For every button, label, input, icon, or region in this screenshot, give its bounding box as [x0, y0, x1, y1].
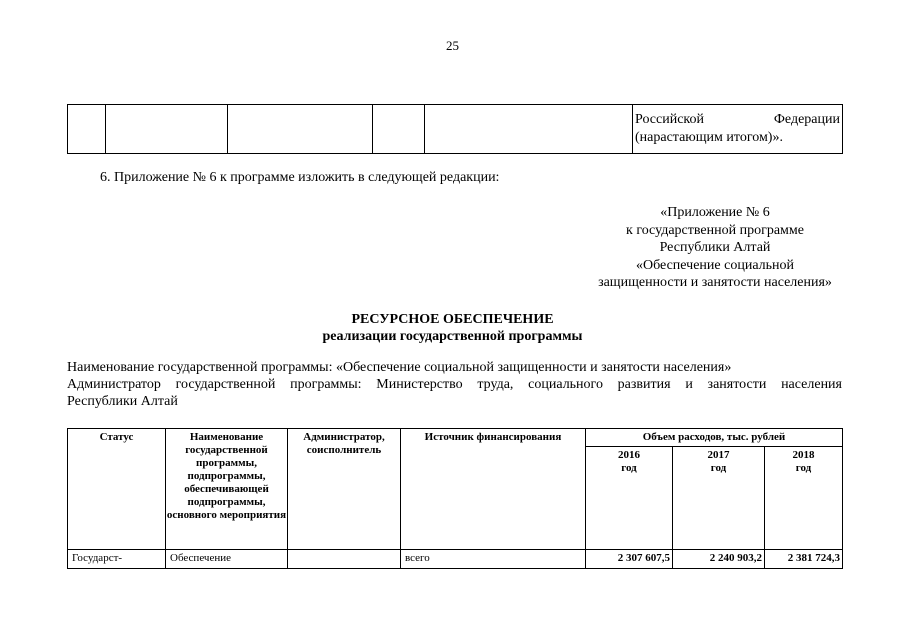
fed-word-2: Федерации — [773, 112, 840, 127]
continuation-cell — [68, 105, 106, 154]
row-name: Обеспечение — [166, 550, 288, 569]
continuation-text-cell — [633, 105, 843, 154]
row-value-2017: 2 240 903,2 — [673, 550, 765, 569]
year-unit: год — [621, 462, 637, 474]
year-unit: год — [795, 462, 812, 474]
amendment-paragraph: 6. Приложение № 6 к программе изложить в следующей редакции: — [100, 170, 500, 185]
fed-word-1: Российской — [635, 112, 704, 127]
year-label: 2016 — [618, 449, 640, 461]
administrator-line-2: Республики Алтай — [67, 394, 178, 409]
appendix-line: Республики Алтай — [659, 240, 771, 255]
continuation-cell — [228, 105, 373, 154]
section-heading — [0, 311, 905, 345]
header-volume: Объем расходов, тыс. рублей — [586, 429, 843, 447]
appendix-block — [560, 204, 870, 292]
year-header — [673, 447, 765, 550]
appendix-line: «Обеспечение социальной — [635, 257, 795, 273]
year-unit: год — [710, 462, 727, 474]
row-value-2018: 2 381 724,3 — [765, 550, 843, 569]
appendix-line: «Приложение № 6 — [660, 205, 770, 220]
program-name: Наименование государственной программы: «Обеспечение социальной защищенности и занятости населения» — [67, 360, 732, 375]
heading-subtitle: реализации государственной программы — [322, 329, 583, 344]
appendix-line: к государственной программе — [626, 222, 804, 238]
heading-title: РЕСУРСНОЕ ОБЕСПЕЧЕНИЕ — [351, 312, 554, 327]
resource-table — [67, 428, 843, 569]
page-number: 25 — [446, 38, 459, 53]
header-name: Наименование государственной программы, подпрограммы, обеспечивающей подпрограммы, основного мероприятия — [166, 429, 288, 550]
year-label: 2017 — [707, 449, 730, 461]
continuation-cell — [425, 105, 633, 154]
continuation-table — [67, 104, 843, 154]
table-row — [68, 550, 843, 569]
header-status: Статус — [68, 429, 166, 550]
year-header — [765, 447, 843, 550]
fed-line-2: (нарастающим итогом)». — [635, 130, 783, 145]
row-status: Государст- — [68, 550, 166, 569]
administrator-line: Администратор государственной программы: Министерство труда, социального развития и занятости населения — [67, 377, 842, 392]
continuation-cell — [106, 105, 228, 154]
year-label: 2018 — [792, 449, 815, 461]
row-source: всего — [401, 550, 586, 569]
row-admin — [288, 550, 401, 569]
row-value-2016: 2 307 607,5 — [586, 550, 673, 569]
continuation-cell — [373, 105, 425, 154]
year-header — [586, 447, 673, 550]
appendix-line: защищенности и занятости населения» — [598, 275, 832, 290]
header-source: Источник финансирования — [401, 429, 586, 550]
header-admin: Администратор, соисполнитель — [288, 429, 401, 550]
